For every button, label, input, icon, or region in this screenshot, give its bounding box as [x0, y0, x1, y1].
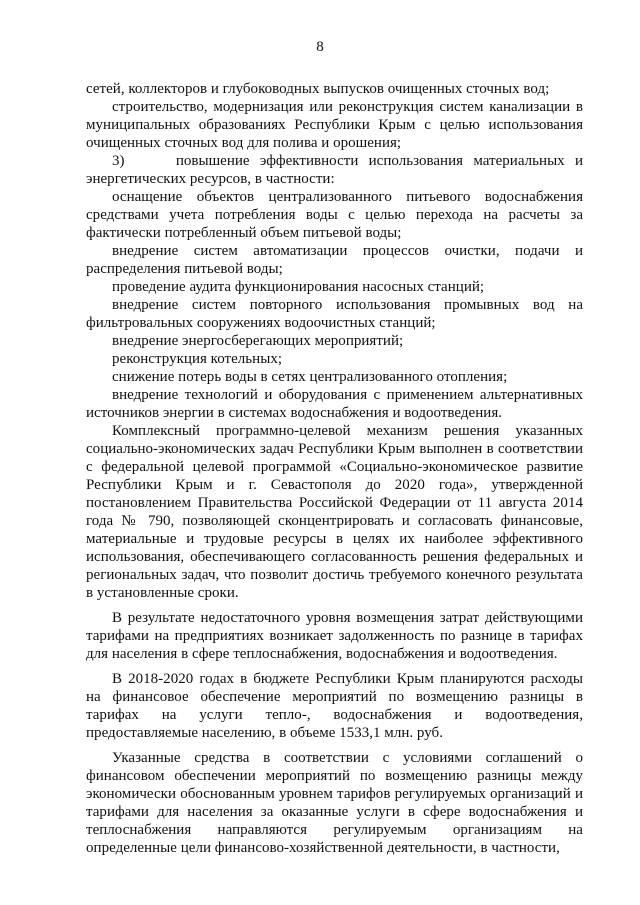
paragraph-metering: оснащение объектов централизованного питьевого водоснабжения средствами учета потребления воды с целью перехода на расчеты за фактически потребленный объем питьевой воды; [86, 189, 583, 241]
paragraph-sewer-construction: строительство, модернизация или реконструкция систем канализации в муниципальных образованиях Республики Крым с целью использования очищенных сточных вод для полива и орошения; [86, 99, 583, 151]
paragraph-resource-efficiency: 3) повышение эффективности использования материальных и энергетических ресурсов, в частности: [86, 153, 583, 187]
paragraph-automation: внедрение систем автоматизации процессов очистки, подачи и распределения питьевой воды; [86, 243, 583, 277]
paragraph-alternative-energy: внедрение технологий и оборудования с применением альтернативных источников энергии в системах водоснабжения и водоотведения. [86, 387, 583, 421]
paragraph-program-mechanism: Комплексный программно-целевой механизм решения указанных социально-экономических задач Республики Крым выполнен в соответствии с федеральной целевой программой «Социально-экономическое развитие Республики Крым и г. Севастополя до 2020 года», утвержденной постановлением Правительства Российской Федерации от 11 августа 2014 года № 790, позволяющей сконцентрировать и согласовать финансовые, материальные и трудовые ресурсы в целях их наиболее эффективного использования, обеспечивающего согласованность решения федеральных и региональных задач, что позволит достичь требуемого конечного результата в установленные сроки. [86, 423, 583, 601]
paragraph-pump-audit: проведение аудита функционирования насосных станций; [112, 279, 485, 295]
document-body [86, 80, 583, 857]
paragraph-continuation: сетей, коллекторов и глубоководных выпусков очищенных сточных вод; [86, 81, 550, 97]
paragraph-boiler-reconstruction: реконструкция котельных; [112, 351, 283, 367]
page-number: 8 [316, 39, 324, 55]
paragraph-funds-allocation: Указанные средства в соответствии с условиями соглашений о финансовом обеспечении мероприятий по возмещению разницы между экономически обоснованным уровнем тарифов регулируемых организаций и тарифами для населения за оказанные услуги в сфере водоснабжения и теплоснабжения направляются регулируемым организациям на определенные цели финансово-хозяйственной деятельности, в частности, [86, 750, 583, 856]
paragraph-water-reuse: внедрение систем повторного использования промывных вод на фильтровальных сооружениях водоочистных станций; [86, 297, 583, 331]
paragraph-budget-2018-2020: В 2018-2020 годах в бюджете Республики Крым планируются расходы на финансовое обеспечение мероприятий по возмещению разницы в тарифах на услуги тепло-, водоснабжения и водоотведения, предоставляемые населению, в объеме 1533,1 млн. руб. [86, 671, 583, 741]
paragraph-heating-losses: снижение потерь воды в сетях централизованного отопления; [112, 369, 508, 385]
paragraph-tariff-debt: В результате недостаточного уровня возмещения затрат действующими тарифами на предприятиях возникает задолженность по разнице в тарифах для населения в сфере теплоснабжения, водоснабжения и водоотведения. [86, 610, 583, 662]
paragraph-energy-saving: внедрение энергосберегающих мероприятий; [112, 333, 404, 349]
